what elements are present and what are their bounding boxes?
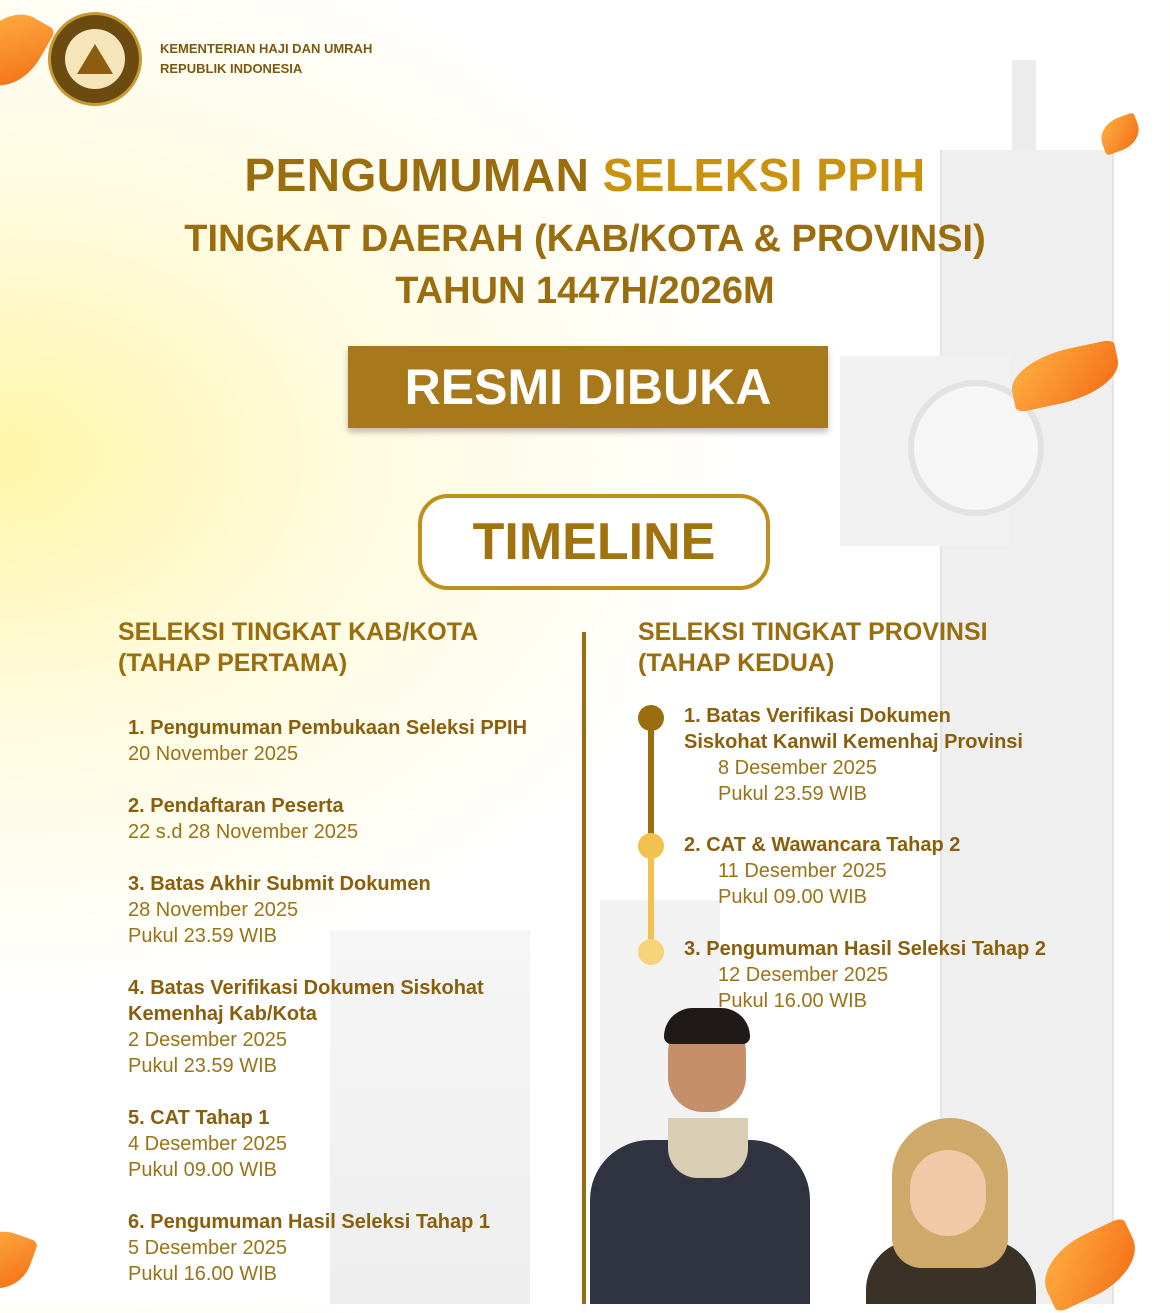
tower-spire	[1012, 60, 1036, 160]
subtitle-line3: TAHUN 1447H/2026M	[395, 270, 775, 312]
item-date: 12 Desember 2025	[718, 964, 889, 986]
item-date: 8 Desember 2025	[718, 757, 877, 779]
list-item	[684, 832, 960, 910]
item-title: 3. Pengumuman Hasil Seleksi Tahap 2	[684, 938, 1046, 960]
officer-man-collar	[668, 1118, 748, 1178]
item-date: 4 Desember 2025	[128, 1133, 287, 1155]
list-item	[128, 715, 527, 767]
timeline-label: TIMELINE	[418, 494, 770, 590]
item-time: Pukul 23.59 WIB	[128, 1055, 277, 1077]
main-title	[0, 148, 1170, 202]
left-column-heading	[118, 617, 478, 679]
column-divider	[582, 632, 586, 1304]
status-badge: RESMI DIBUKA	[348, 346, 828, 428]
list-item	[684, 703, 1023, 807]
right-heading-line2: (TAHAP KEDUA)	[638, 649, 835, 677]
item-date: 20 November 2025	[128, 743, 299, 765]
item-title: 1. Batas Verifikasi Dokumen	[684, 705, 951, 727]
officer-woman-face	[910, 1150, 986, 1236]
timeline-track	[648, 718, 654, 846]
right-column-heading	[638, 617, 988, 679]
org-line2: REPUBLIK INDONESIA	[160, 61, 303, 76]
list-item	[128, 1105, 287, 1183]
item-title-line2: Kemenhaj Kab/Kota	[128, 1003, 317, 1025]
timeline-dot-icon	[638, 939, 664, 965]
list-item	[128, 1209, 490, 1287]
officer-man-hair	[664, 1008, 750, 1044]
item-date: 28 November 2025	[128, 899, 299, 921]
left-heading-line1: SELEKSI TINGKAT KAB/KOTA	[118, 618, 479, 646]
title-part-a: PENGUMUMAN	[244, 149, 603, 201]
list-item	[128, 871, 431, 949]
org-line1: KEMENTERIAN HAJI DAN UMRAH	[160, 41, 373, 56]
item-time: Pukul 23.59 WIB	[128, 925, 277, 947]
item-date: 5 Desember 2025	[128, 1237, 287, 1259]
title-part-b: SELEKSI PPIH	[602, 149, 926, 201]
list-item	[128, 793, 358, 845]
item-time: Pukul 09.00 WIB	[718, 886, 867, 908]
item-title: 2. CAT & Wawancara Tahap 2	[684, 834, 961, 856]
item-title: 2. Pendaftaran Peserta	[128, 795, 344, 817]
item-time: Pukul 16.00 WIB	[718, 990, 867, 1012]
ministry-logo-icon	[48, 12, 142, 106]
timeline-track	[648, 846, 654, 952]
header	[48, 12, 372, 106]
garuda-icon	[77, 44, 113, 74]
list-item	[684, 936, 1046, 1014]
list-item	[128, 975, 484, 1079]
item-time: Pukul 16.00 WIB	[128, 1263, 277, 1285]
timeline-dot-icon	[638, 833, 664, 859]
subtitle-line2: TINGKAT DAERAH (KAB/KOTA & PROVINSI)	[184, 218, 986, 260]
item-date: 22 s.d 28 November 2025	[128, 821, 359, 843]
item-date: 11 Desember 2025	[718, 860, 887, 882]
item-time: Pukul 23.59 WIB	[718, 783, 867, 805]
item-title: 5. CAT Tahap 1	[128, 1107, 270, 1129]
item-time: Pukul 09.00 WIB	[128, 1159, 277, 1181]
leaf-decoration	[0, 1222, 38, 1299]
item-title: 4. Batas Verifikasi Dokumen Siskohat	[128, 977, 484, 999]
item-title: 3. Batas Akhir Submit Dokumen	[128, 873, 431, 895]
item-title-line2: Siskohat Kanwil Kemenhaj Provinsi	[684, 731, 1023, 753]
item-title: 1. Pengumuman Pembukaan Seleksi PPIH	[128, 717, 528, 739]
item-title: 6. Pengumuman Hasil Seleksi Tahap 1	[128, 1211, 490, 1233]
organization-name	[160, 39, 372, 79]
left-heading-line2: (TAHAP PERTAMA)	[118, 649, 348, 677]
right-heading-line1: SELEKSI TINGKAT PROVINSI	[638, 618, 988, 646]
timeline-dot-icon	[638, 705, 664, 731]
item-date: 2 Desember 2025	[128, 1029, 287, 1051]
